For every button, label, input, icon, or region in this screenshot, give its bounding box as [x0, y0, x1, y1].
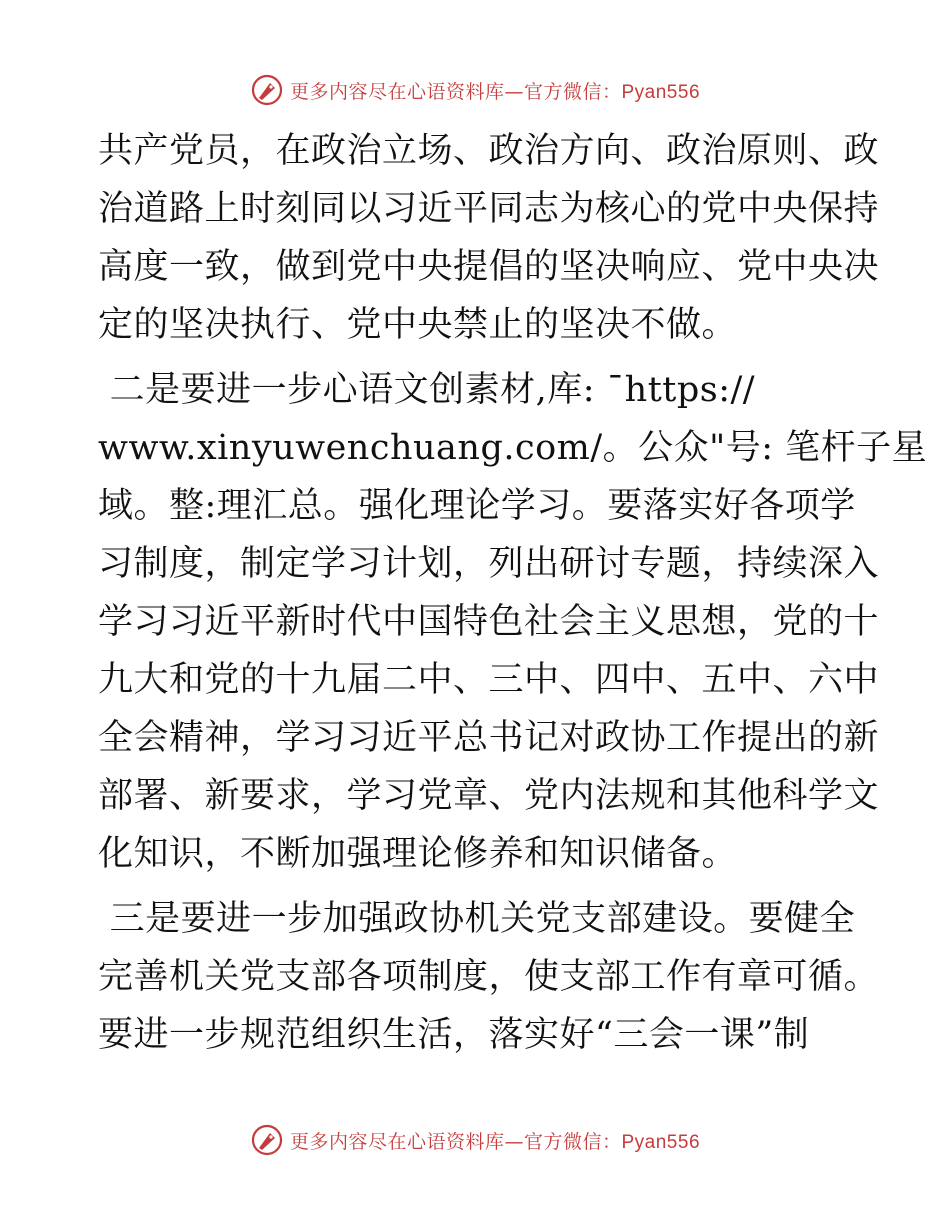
- pen-nib-logo-icon: [250, 73, 284, 107]
- text-line: 三是要进一步加强政协机关党支部建设。要健全: [98, 899, 856, 939]
- text-line: 化知识，不断加强理论修养和知识储备。: [98, 834, 738, 874]
- text-line: 学习习近平新时代中国特色社会主义思想，党的十: [98, 602, 880, 642]
- text-line: 共产党员，在政治立场、政治方向、政治原则、政: [98, 131, 880, 171]
- text-line: 二是要进一步心语文创素材,库: ¯https://: [98, 370, 756, 410]
- text-line: 治道路上时刻同以习近平同志为核心的党中央保持: [98, 189, 880, 229]
- paragraph-3: [98, 890, 880, 1064]
- text-line: 高度一致，做到党中央提倡的坚决响应、党中央决: [98, 247, 880, 287]
- text-line: 部署、新要求，学习党章、党内法规和其他科学文: [98, 776, 880, 816]
- text-line: 要进一步规范组织生活，落实好“三会一课”制: [98, 1015, 810, 1055]
- text-line: 习制度，制定学习计划，列出研讨专题，持续深入: [98, 544, 880, 584]
- text-line: 九大和党的十九届二中、三中、四中、五中、六中: [98, 660, 880, 700]
- footer-banner-wechat-id: Pyan556: [621, 1131, 701, 1153]
- header-banner: [0, 70, 950, 110]
- text-line: 定的坚决执行、党中央禁止的坚决不做。: [98, 305, 738, 345]
- text-line: www.xinyuwenchuang.com/。公众"号: 笔杆子星: [98, 428, 928, 468]
- text-line: 完善机关党支部各项制度，使支部工作有章可循。: [98, 957, 880, 997]
- header-banner-text: [290, 77, 700, 104]
- document-body: [98, 122, 928, 1064]
- footer-banner-text: [290, 1127, 700, 1154]
- text-line: 全会精神，学习习近平总书记对政协工作提出的新: [98, 718, 880, 758]
- pen-nib-logo-icon: [250, 1123, 284, 1157]
- paragraph-1: [98, 122, 880, 354]
- header-banner-wechat-id: Pyan556: [621, 81, 701, 103]
- text-line: 域。整:理汇总。强化理论学习。要落实好各项学: [98, 486, 856, 526]
- footer-banner: [0, 1120, 950, 1160]
- footer-banner-label: 更多内容尽在心语资料库—官方微信：: [289, 1130, 622, 1153]
- paragraph-2: [98, 361, 928, 883]
- header-banner-label: 更多内容尽在心语资料库—官方微信：: [289, 80, 622, 103]
